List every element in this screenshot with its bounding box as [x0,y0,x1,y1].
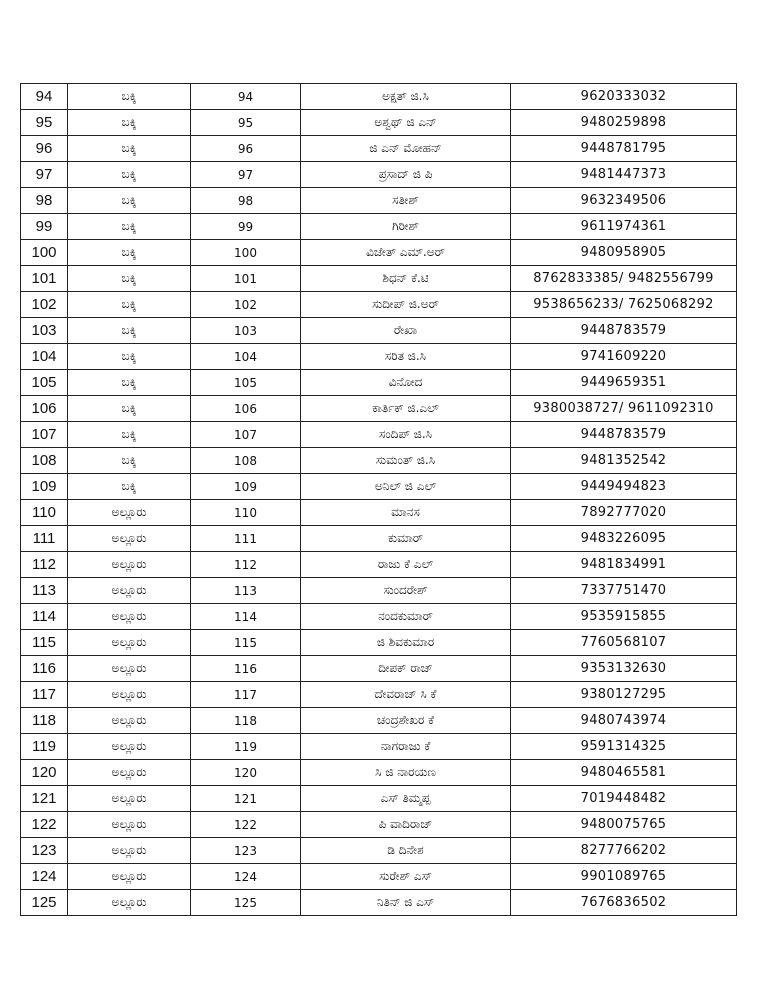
table-row [21,864,737,890]
member-name-cell: ಸಂದಿಪ್ ಜಿ.ಸಿ [301,422,511,448]
member-name-cell: ಶಿಧನ್ ಕೆ.ಟಿ [301,266,511,292]
table-row [21,422,737,448]
member-name-cell: ಅಕ್ಷತ್ ಜಿ.ಸಿ [301,84,511,110]
table-row [21,292,737,318]
member-number-cell: 97 [191,162,301,188]
serial-number-cell: 103 [21,318,68,344]
serial-number-cell: 96 [21,136,68,162]
member-name-cell: ಜಿ ಶಿವಕುಮಾರ [301,630,511,656]
member-number-cell: 122 [191,812,301,838]
serial-number-cell: 110 [21,500,68,526]
member-name-cell: ಮಾನಸ [301,500,511,526]
table-row [21,214,737,240]
phone-number-cell: 9632349506 [511,188,737,214]
table-row [21,188,737,214]
village-cell: ಅಲ್ಲೂರು [68,526,191,552]
serial-number-cell: 113 [21,578,68,604]
village-cell: ಬಕ್ಕಿ [68,84,191,110]
village-cell: ಅಲ್ಲೂರು [68,656,191,682]
phone-number-cell: 9448783579 [511,422,737,448]
serial-number-cell: 111 [21,526,68,552]
member-number-cell: 100 [191,240,301,266]
phone-number-cell: 7760568107 [511,630,737,656]
phone-number-cell: 9380038727/ 9611092310 [511,396,737,422]
village-cell: ಅಲ್ಲೂರು [68,708,191,734]
serial-number-cell: 100 [21,240,68,266]
member-number-cell: 115 [191,630,301,656]
serial-number-cell: 98 [21,188,68,214]
phone-number-cell: 9353132630 [511,656,737,682]
table-row [21,110,737,136]
phone-number-cell: 7676836502 [511,890,737,916]
member-name-cell: ಡಿ ದಿನೇಶ [301,838,511,864]
table-row [21,162,737,188]
phone-number-cell: 9449659351 [511,370,737,396]
contact-table [20,83,737,916]
member-name-cell: ರಾಜು ಕೆ ಎಲ್ [301,552,511,578]
member-name-cell: ದೀಪಕ್ ರಾಜ್ [301,656,511,682]
serial-number-cell: 109 [21,474,68,500]
member-number-cell: 105 [191,370,301,396]
table-row [21,136,737,162]
member-name-cell: ಸತೀಶ್ [301,188,511,214]
phone-number-cell: 9448783579 [511,318,737,344]
phone-number-cell: 8762833385/ 9482556799 [511,266,737,292]
table-row [21,578,737,604]
phone-number-cell: 9481447373 [511,162,737,188]
phone-number-cell: 9449494823 [511,474,737,500]
member-name-cell: ದೇವರಾಜ್ ಸಿ ಕೆ [301,682,511,708]
member-name-cell: ಚಂದ್ರಶೇಖರ ಕೆ [301,708,511,734]
phone-number-cell: 9480958905 [511,240,737,266]
table-row [21,812,737,838]
member-name-cell: ಪ್ರಸಾದ್ ಜಿ ಪಿ [301,162,511,188]
member-name-cell: ವಿನೋದ [301,370,511,396]
serial-number-cell: 124 [21,864,68,890]
village-cell: ಬಕ್ಕಿ [68,292,191,318]
member-name-cell: ಕುಮಾರ್ [301,526,511,552]
table-row [21,370,737,396]
serial-number-cell: 95 [21,110,68,136]
member-name-cell: ಸುರೇಶ್ ಎಸ್ [301,864,511,890]
phone-number-cell: 7337751470 [511,578,737,604]
table-row [21,604,737,630]
member-name-cell: ಸುಂದರೇಶ್ [301,578,511,604]
village-cell: ಅಲ್ಲೂರು [68,500,191,526]
serial-number-cell: 108 [21,448,68,474]
member-number-cell: 120 [191,760,301,786]
member-name-cell: ಜಿ ಎನ್ ಮೋಹನ್ [301,136,511,162]
serial-number-cell: 102 [21,292,68,318]
village-cell: ಬಕ್ಕಿ [68,188,191,214]
serial-number-cell: 101 [21,266,68,292]
table-row [21,474,737,500]
phone-number-cell: 9380127295 [511,682,737,708]
serial-number-cell: 116 [21,656,68,682]
member-name-cell: ಪಿ ವಾದಿರಾಜ್ [301,812,511,838]
village-cell: ಅಲ್ಲೂರು [68,838,191,864]
village-cell: ಅಲ್ಲೂರು [68,682,191,708]
phone-number-cell: 7892777020 [511,500,737,526]
member-number-cell: 96 [191,136,301,162]
phone-number-cell: 9535915855 [511,604,737,630]
table-row [21,656,737,682]
member-number-cell: 104 [191,344,301,370]
table-row [21,344,737,370]
member-number-cell: 99 [191,214,301,240]
serial-number-cell: 120 [21,760,68,786]
table-row [21,838,737,864]
village-cell: ಅಲ್ಲೂರು [68,760,191,786]
phone-number-cell: 8277766202 [511,838,737,864]
member-name-cell: ರೇಖಾ [301,318,511,344]
member-number-cell: 111 [191,526,301,552]
table-row [21,630,737,656]
village-cell: ಅಲ್ಲೂರು [68,890,191,916]
phone-number-cell: 7019448482 [511,786,737,812]
phone-number-cell: 9481834991 [511,552,737,578]
table-row [21,552,737,578]
member-number-cell: 125 [191,890,301,916]
phone-number-cell: 9480743974 [511,708,737,734]
serial-number-cell: 107 [21,422,68,448]
member-name-cell: ಅಶ್ವಥ್ ಜಿ ಎನ್ [301,110,511,136]
member-number-cell: 109 [191,474,301,500]
phone-number-cell: 9480465581 [511,760,737,786]
phone-number-cell: 9901089765 [511,864,737,890]
member-name-cell: ಗಿರೀಶ್ [301,214,511,240]
member-name-cell: ನಾಗರಾಜು ಕೆ [301,734,511,760]
village-cell: ಬಕ್ಕಿ [68,396,191,422]
serial-number-cell: 123 [21,838,68,864]
member-number-cell: 108 [191,448,301,474]
member-number-cell: 124 [191,864,301,890]
serial-number-cell: 94 [21,84,68,110]
table-row [21,786,737,812]
phone-number-cell: 9611974361 [511,214,737,240]
table-row [21,448,737,474]
member-number-cell: 114 [191,604,301,630]
serial-number-cell: 99 [21,214,68,240]
member-name-cell: ವಿಜೇತ್ ಎಮ್.ಅರ್ [301,240,511,266]
member-number-cell: 121 [191,786,301,812]
member-name-cell: ನಿತಿನ್ ಜಿ ಎಸ್ [301,890,511,916]
member-name-cell: ಸಿ ಜಿ ನಾರಯಣ [301,760,511,786]
phone-number-cell: 9448781795 [511,136,737,162]
village-cell: ಬಕ್ಕಿ [68,474,191,500]
serial-number-cell: 117 [21,682,68,708]
table-row [21,396,737,422]
serial-number-cell: 122 [21,812,68,838]
member-number-cell: 119 [191,734,301,760]
table-row [21,760,737,786]
table-row [21,890,737,916]
member-number-cell: 103 [191,318,301,344]
member-number-cell: 95 [191,110,301,136]
village-cell: ಬಕ್ಕಿ [68,240,191,266]
table-row [21,708,737,734]
member-number-cell: 116 [191,656,301,682]
serial-number-cell: 105 [21,370,68,396]
member-name-cell: ನಂದಕುಮಾರ್ [301,604,511,630]
village-cell: ಅಲ್ಲೂರು [68,578,191,604]
phone-number-cell: 9591314325 [511,734,737,760]
table-row [21,500,737,526]
serial-number-cell: 118 [21,708,68,734]
member-number-cell: 102 [191,292,301,318]
table-row [21,318,737,344]
phone-number-cell: 9480259898 [511,110,737,136]
member-name-cell: ಅನಿಲ್ ಜಿ ಎಲ್ [301,474,511,500]
member-name-cell: ಸುದೀಪ್ ಜಿ.ಅರ್ [301,292,511,318]
phone-number-cell: 9538656233/ 7625068292 [511,292,737,318]
serial-number-cell: 104 [21,344,68,370]
member-name-cell: ಸರಿತ ಜಿ.ಸಿ [301,344,511,370]
village-cell: ಬಕ್ಕಿ [68,162,191,188]
member-name-cell: ಸುಮಂತ್ ಜಿ.ಸಿ [301,448,511,474]
serial-number-cell: 97 [21,162,68,188]
village-cell: ಅಲ್ಲೂರು [68,552,191,578]
member-number-cell: 123 [191,838,301,864]
serial-number-cell: 112 [21,552,68,578]
serial-number-cell: 121 [21,786,68,812]
document-page [20,83,736,916]
phone-number-cell: 9481352542 [511,448,737,474]
table-row [21,526,737,552]
serial-number-cell: 125 [21,890,68,916]
village-cell: ಬಕ್ಕಿ [68,422,191,448]
village-cell: ಬಕ್ಕಿ [68,344,191,370]
village-cell: ಅಲ್ಲೂರು [68,604,191,630]
serial-number-cell: 115 [21,630,68,656]
village-cell: ಬಕ್ಕಿ [68,318,191,344]
village-cell: ಬಕ್ಕಿ [68,214,191,240]
village-cell: ಬಕ್ಕಿ [68,136,191,162]
table-row [21,266,737,292]
village-cell: ಬಕ್ಕಿ [68,266,191,292]
serial-number-cell: 119 [21,734,68,760]
phone-number-cell: 9480075765 [511,812,737,838]
phone-number-cell: 9483226095 [511,526,737,552]
serial-number-cell: 106 [21,396,68,422]
member-number-cell: 107 [191,422,301,448]
village-cell: ಅಲ್ಲೂರು [68,630,191,656]
village-cell: ಅಲ್ಲೂರು [68,812,191,838]
phone-number-cell: 9620333032 [511,84,737,110]
village-cell: ಅಲ್ಲೂರು [68,786,191,812]
village-cell: ಬಕ್ಕಿ [68,110,191,136]
village-cell: ಬಕ್ಕಿ [68,370,191,396]
table-row [21,240,737,266]
village-cell: ಅಲ್ಲೂರು [68,864,191,890]
village-cell: ಅಲ್ಲೂರು [68,734,191,760]
table-row [21,682,737,708]
member-name-cell: ಕಾರ್ತಿಕ್ ಜಿ.ಎಲ್ [301,396,511,422]
member-number-cell: 110 [191,500,301,526]
member-number-cell: 117 [191,682,301,708]
table-body [21,84,737,916]
table-row [21,734,737,760]
member-number-cell: 112 [191,552,301,578]
member-number-cell: 118 [191,708,301,734]
member-number-cell: 101 [191,266,301,292]
member-number-cell: 94 [191,84,301,110]
serial-number-cell: 114 [21,604,68,630]
member-number-cell: 106 [191,396,301,422]
village-cell: ಬಕ್ಕಿ [68,448,191,474]
member-number-cell: 98 [191,188,301,214]
member-number-cell: 113 [191,578,301,604]
member-name-cell: ಎಸ್ ತಿಮ್ಮಪ್ಪ [301,786,511,812]
phone-number-cell: 9741609220 [511,344,737,370]
table-row [21,84,737,110]
